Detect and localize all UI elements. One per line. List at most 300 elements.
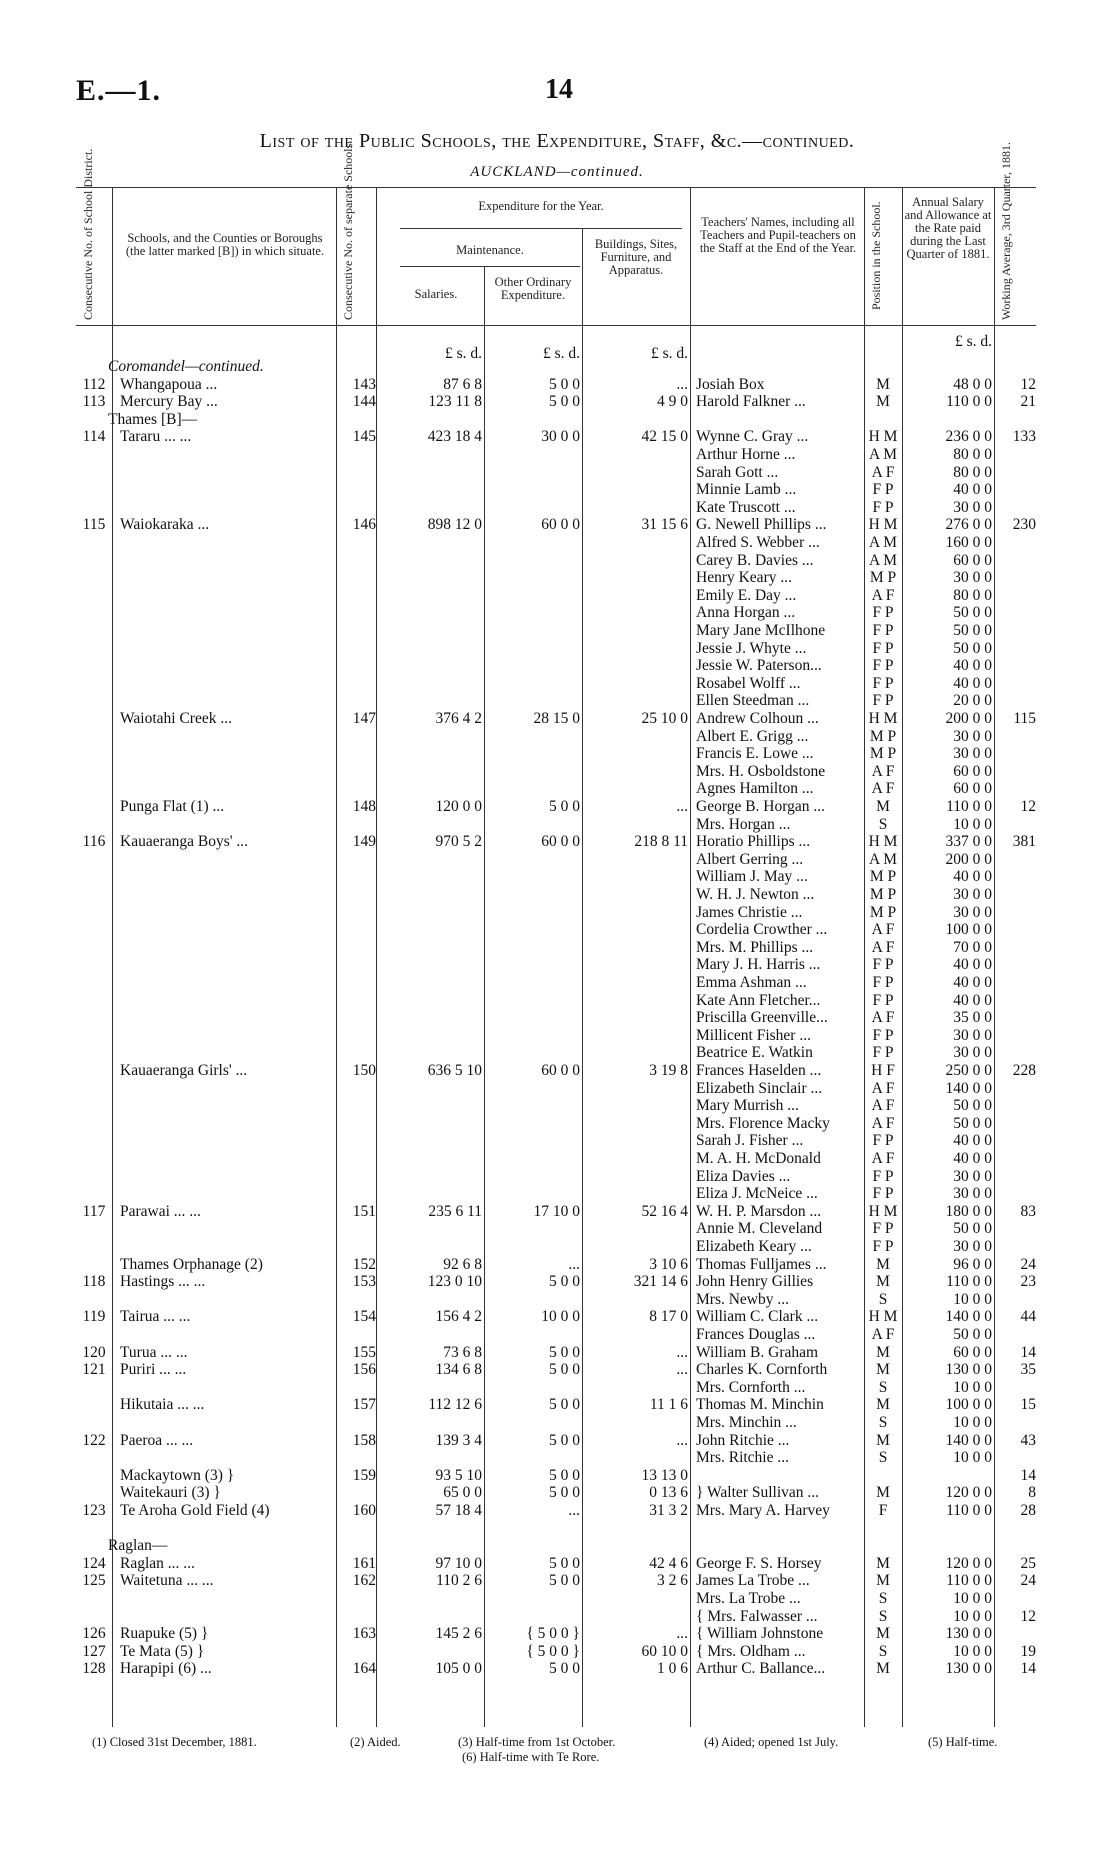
buildings: 1 0 6: [657, 1660, 688, 1678]
position: A F: [871, 1097, 895, 1115]
currency-header-other: £ s. d.: [542, 345, 580, 362]
position: M P: [869, 727, 897, 745]
table-row: [0, 428, 1114, 446]
allowance: 40 0 0: [953, 674, 992, 692]
position: S: [878, 1290, 888, 1308]
page-number: 14: [545, 74, 573, 105]
teacher-name: William B. Graham: [696, 1343, 819, 1361]
salaries: 376 4 2: [435, 710, 482, 727]
allowance: 130 0 0: [945, 1361, 992, 1379]
report-code: E.—1.: [76, 74, 162, 107]
col-district-header: Consecutive No. of School District.: [81, 148, 95, 320]
allowance: 30 0 0: [953, 1185, 992, 1203]
teacher-name: Rosabel Wolff ...: [696, 674, 801, 692]
other-expenditure: 17 10 0: [533, 1202, 580, 1220]
buildings: ...: [676, 1431, 688, 1449]
currency-header-salaries: £ s. d.: [444, 345, 482, 362]
separate-no: 155: [352, 1343, 376, 1361]
teacher-name: { Mrs. Falwasser ...: [696, 1607, 818, 1625]
position: A F: [871, 463, 895, 481]
separate-no: 159: [352, 1466, 376, 1484]
allowance: 180 0 0: [945, 1202, 992, 1220]
teacher-name: Agnes Hamilton ...: [696, 780, 814, 798]
position: M: [876, 1396, 890, 1414]
separate-no: 154: [352, 1308, 376, 1326]
allowance: 30 0 0: [953, 1044, 992, 1062]
school-name: Whangapoua ...: [120, 375, 218, 393]
buildings: 13 13 0: [641, 1466, 688, 1484]
salaries: 145 2 6: [435, 1625, 482, 1643]
other-expenditure: 30 0 0: [541, 428, 580, 446]
allowance: 140 0 0: [945, 1431, 992, 1449]
table-row: [0, 1150, 1114, 1168]
teacher-name: Kate Truscott ...: [696, 498, 796, 516]
table-row: [0, 604, 1114, 622]
buildings: 25 10 0: [641, 710, 688, 727]
other-expenditure: 5 0 0: [549, 1343, 580, 1361]
separate-no: 158: [352, 1431, 376, 1449]
buildings: 321 14 6: [633, 1273, 688, 1291]
allowance: 40 0 0: [953, 991, 992, 1009]
teacher-name: Cordelia Crowther ...: [696, 921, 828, 939]
other-expenditure: 60 0 0: [541, 516, 580, 534]
teacher-name: Mrs. Cornforth ...: [696, 1378, 806, 1396]
allowance: 30 0 0: [953, 1167, 992, 1185]
allowance: 50 0 0: [953, 1114, 992, 1132]
table-row: [0, 446, 1114, 464]
salaries: 423 18 4: [427, 428, 482, 446]
table-row: [0, 763, 1114, 781]
buildings: ...: [676, 1361, 688, 1379]
col-salaries-header: Salaries.: [414, 287, 458, 301]
working-average: 15: [1020, 1396, 1036, 1414]
salaries: 112 12 6: [428, 1396, 482, 1414]
position: M: [876, 393, 890, 411]
school-name: Punga Flat (1) ...: [120, 798, 225, 815]
page-subtitle: AUCKLAND—continued.: [470, 164, 644, 180]
school-name: Waitekauri (3) }: [120, 1484, 221, 1502]
position: M: [876, 1625, 890, 1643]
position: M P: [869, 868, 897, 886]
table-row: [0, 1220, 1114, 1238]
position: F P: [872, 481, 894, 499]
allowance: 60 0 0: [953, 780, 992, 798]
table-row: [0, 1396, 1114, 1414]
separate-no: 146: [352, 516, 376, 534]
district-no: 116: [82, 833, 106, 851]
working-average: 14: [1020, 1660, 1036, 1678]
table-row: [0, 393, 1114, 411]
allowance: 250 0 0: [945, 1062, 992, 1079]
district-no: 119: [82, 1308, 106, 1326]
buildings: 218 8 11: [634, 833, 688, 851]
school-name: Kauaeranga Boys' ...: [120, 833, 249, 851]
position: F P: [872, 1026, 894, 1044]
allowance: 60 0 0: [953, 1343, 992, 1361]
col-school-header: Schools, and the Counties or Boroughs (the latter marked [B]) in which situate.: [125, 231, 325, 258]
other-expenditure: 5 0 0: [549, 1361, 580, 1379]
position: M: [876, 1255, 890, 1273]
buildings: 42 15 0: [641, 428, 688, 446]
table-row: [0, 464, 1114, 482]
allowance: 40 0 0: [953, 657, 992, 675]
school-name: Te Aroha Gold Field (4): [120, 1502, 270, 1519]
allowance: 80 0 0: [953, 586, 992, 604]
other-expenditure: 5 0 0: [549, 1660, 580, 1678]
school-name: Paeroa ... ...: [120, 1431, 194, 1449]
working-average: 8: [1028, 1484, 1036, 1502]
separate-no: 161: [352, 1554, 376, 1572]
position: F P: [872, 1044, 894, 1062]
district-no: 118: [82, 1273, 106, 1291]
salaries: 110 2 6: [436, 1572, 482, 1590]
table-row: [0, 939, 1114, 957]
col-separate-header: Consecutive No. of separate Schools.: [341, 140, 355, 320]
school-name: Raglan—: [108, 1537, 168, 1555]
position: M: [876, 1572, 890, 1590]
table-row: [0, 1185, 1114, 1203]
allowance: 337 0 0: [945, 833, 992, 851]
position: F P: [872, 956, 894, 974]
district-no: 124: [82, 1554, 106, 1572]
footnote: (4) Aided; opened 1st July.: [704, 1735, 839, 1749]
allowance: 50 0 0: [953, 1220, 992, 1238]
position: M: [876, 1660, 890, 1678]
buildings: 52 16 4: [641, 1202, 688, 1220]
table-row: [0, 1379, 1114, 1397]
other-expenditure: ...: [568, 1255, 580, 1273]
table-row: [0, 1555, 1114, 1573]
allowance: 10 0 0: [953, 1449, 992, 1467]
salaries: 92 6 8: [443, 1255, 482, 1273]
maintenance-rule: [400, 266, 580, 267]
teacher-name: Mary Jane McIlhone: [696, 622, 826, 639]
teacher-name: Mrs. Florence Macky: [696, 1114, 830, 1132]
allowance: 96 0 0: [953, 1255, 992, 1273]
table-row: [0, 1080, 1114, 1098]
allowance: 120 0 0: [945, 1484, 992, 1502]
footnote: (6) Half-time with Te Rore.: [462, 1750, 600, 1764]
allowance: 80 0 0: [953, 446, 992, 463]
buildings: 60 10 0: [641, 1642, 688, 1660]
teacher-name: G. Newell Phillips ...: [696, 516, 827, 534]
allowance: 110 0 0: [946, 798, 992, 815]
district-no: 123: [82, 1502, 106, 1519]
working-average: 115: [1013, 710, 1036, 727]
col-other-header: Other Ordinary Expenditure.: [494, 275, 572, 302]
table-row: [0, 1449, 1114, 1467]
allowance: 50 0 0: [953, 1326, 992, 1343]
allowance: 100 0 0: [945, 921, 992, 939]
teacher-name: Alfred S. Webber ...: [696, 534, 820, 551]
school-name: Mercury Bay ...: [120, 393, 218, 411]
district-no: 120: [82, 1343, 106, 1361]
table-row: [0, 692, 1114, 710]
teacher-name: Frances Haselden ...: [696, 1062, 822, 1079]
other-expenditure: 60 0 0: [541, 833, 580, 851]
table-row: [0, 640, 1114, 658]
position: F P: [872, 1185, 894, 1203]
position: S: [878, 1642, 888, 1660]
working-average: 23: [1020, 1273, 1036, 1291]
table-row: [0, 974, 1114, 992]
school-name: Mackaytown (3) }: [120, 1466, 235, 1484]
teacher-name: John Ritchie ...: [696, 1431, 790, 1449]
working-average: 24: [1020, 1255, 1036, 1273]
buildings: ...: [676, 375, 688, 393]
position: S: [878, 1378, 888, 1396]
table-row: [0, 1291, 1114, 1309]
allowance: 40 0 0: [953, 481, 992, 499]
header-bottom-rule: [76, 325, 1036, 326]
table-row: [0, 710, 1114, 728]
table-row: [0, 1308, 1114, 1326]
table-row: [0, 481, 1114, 499]
position: H M: [868, 1308, 898, 1326]
salaries: 93 5 10: [435, 1466, 482, 1484]
teacher-name: Frances Douglas ...: [696, 1326, 816, 1343]
working-average: 12: [1020, 375, 1036, 393]
table-row: [0, 376, 1114, 394]
separate-no: 160: [352, 1502, 376, 1519]
teacher-name: Jessie W. Paterson...: [696, 657, 822, 675]
position: M P: [869, 886, 897, 903]
position: M P: [869, 569, 897, 587]
separate-no: 148: [352, 798, 376, 815]
position: M: [876, 1273, 890, 1291]
table-row: [0, 833, 1114, 851]
teacher-name: Henry Keary ...: [696, 569, 792, 587]
position: F P: [872, 498, 894, 516]
position: S: [878, 815, 888, 833]
allowance: 200 0 0: [945, 850, 992, 868]
salaries: 970 5 2: [435, 833, 482, 851]
teacher-name: { Mrs. Oldham ...: [696, 1642, 806, 1660]
other-expenditure: 5 0 0: [549, 1572, 580, 1590]
allowance: 30 0 0: [953, 569, 992, 587]
district-no: 115: [82, 516, 106, 534]
position: F P: [872, 1132, 894, 1150]
position: M: [876, 1554, 890, 1572]
table-row: [0, 780, 1114, 798]
teacher-name: Charles K. Cornforth: [696, 1361, 828, 1379]
allowance: 10 0 0: [953, 1290, 992, 1308]
table-row: [0, 1132, 1114, 1150]
teacher-name: Thomas M. Minchin: [696, 1396, 824, 1414]
table-row: [0, 499, 1114, 517]
table-row: [0, 1625, 1114, 1643]
position: F: [878, 1502, 888, 1519]
allowance: 40 0 0: [953, 1150, 992, 1167]
allowance: 10 0 0: [953, 1590, 992, 1607]
teacher-name: George F. S. Horsey: [696, 1554, 822, 1572]
other-expenditure: { 5 0 0 }: [526, 1625, 580, 1643]
table-row: [0, 992, 1114, 1010]
position: F P: [872, 974, 894, 991]
table-row: [0, 1414, 1114, 1432]
table-row: [0, 534, 1114, 552]
salaries: 235 6 11: [428, 1202, 482, 1220]
other-expenditure: 60 0 0: [541, 1062, 580, 1079]
position: F P: [872, 1167, 894, 1185]
table-row: [0, 904, 1114, 922]
working-average: 230: [1012, 516, 1036, 534]
position: S: [878, 1449, 888, 1467]
buildings: 11 1 6: [649, 1396, 688, 1414]
salaries: 898 12 0: [427, 516, 482, 534]
teacher-name: Mrs. Newby ...: [696, 1290, 789, 1308]
teacher-name: Minnie Lamb ...: [696, 481, 797, 499]
table-row: [0, 1062, 1114, 1080]
separate-no: 151: [352, 1202, 376, 1220]
other-expenditure: 5 0 0: [549, 1396, 580, 1414]
allowance: 110 0 0: [946, 1273, 992, 1291]
salaries: 156 4 2: [435, 1308, 482, 1326]
position: A F: [871, 586, 895, 604]
teacher-name: John Henry Gillies: [696, 1273, 814, 1291]
separate-no: 156: [352, 1361, 376, 1379]
separate-no: 157: [352, 1396, 376, 1414]
teacher-name: James Christie ...: [696, 903, 803, 921]
district-no: 128: [82, 1660, 106, 1678]
table-row: [0, 728, 1114, 746]
position: H M: [868, 516, 898, 534]
buildings: 0 13 6: [649, 1484, 688, 1502]
teacher-name: Priscilla Greenville...: [696, 1009, 828, 1027]
table-row: [0, 1044, 1114, 1062]
district-no: 117: [82, 1202, 106, 1220]
salaries: 87 6 8: [443, 375, 482, 393]
other-expenditure: 5 0 0: [549, 1554, 580, 1572]
table-row: [0, 1502, 1114, 1520]
position: A M: [869, 551, 897, 569]
district-no: 112: [82, 375, 106, 393]
teacher-name: Millicent Fisher ...: [696, 1026, 811, 1044]
salaries: 120 0 0: [435, 798, 482, 815]
allowance: 30 0 0: [953, 727, 992, 745]
school-name: Coromandel—continued.: [108, 358, 264, 375]
table-row: [0, 1572, 1114, 1590]
table-row: [0, 1168, 1114, 1186]
table-row: [0, 1115, 1114, 1133]
working-average: 35: [1020, 1361, 1036, 1379]
working-average: 19: [1020, 1642, 1036, 1660]
table-row: [0, 569, 1114, 587]
position: A M: [869, 534, 897, 551]
allowance: 60 0 0: [953, 551, 992, 569]
allowance: 40 0 0: [953, 974, 992, 991]
position: A F: [871, 1326, 895, 1343]
allowance: 40 0 0: [953, 868, 992, 886]
district-no: 126: [82, 1625, 106, 1643]
salaries: 105 0 0: [435, 1660, 482, 1678]
position: F P: [872, 1238, 894, 1255]
other-expenditure: 5 0 0: [549, 1484, 580, 1502]
working-average: 28: [1020, 1502, 1036, 1519]
buildings: ...: [676, 798, 688, 815]
teacher-name: Eliza J. McNeice ...: [696, 1185, 818, 1203]
teacher-name: Carey B. Davies ...: [696, 551, 814, 569]
working-average: 24: [1020, 1572, 1036, 1590]
table-row: [0, 552, 1114, 570]
teacher-name: Emily E. Day ...: [696, 586, 797, 604]
table-row: [0, 358, 1114, 376]
table-row: [0, 1537, 1114, 1555]
school-name: Tararu ... ...: [120, 428, 192, 446]
allowance: 200 0 0: [945, 710, 992, 727]
separate-no: 144: [352, 393, 376, 411]
teacher-name: Kate Ann Fletcher...: [696, 991, 821, 1009]
working-average: 21: [1020, 393, 1036, 411]
teacher-name: M. A. H. McDonald: [696, 1150, 821, 1167]
district-no: 127: [82, 1642, 106, 1660]
district-no: 121: [82, 1361, 106, 1379]
teacher-name: Mrs. La Trobe ...: [696, 1590, 801, 1607]
working-average: 12: [1020, 798, 1036, 815]
table-row: [0, 1608, 1114, 1626]
salaries: 139 3 4: [435, 1431, 482, 1449]
working-average: 12: [1020, 1607, 1036, 1625]
position: M: [876, 1431, 890, 1449]
other-expenditure: 5 0 0: [549, 1466, 580, 1484]
teacher-name: Mrs. Horgan ...: [696, 815, 791, 833]
district-no: 114: [82, 428, 106, 446]
teacher-name: James La Trobe ...: [696, 1572, 810, 1590]
allowance: 50 0 0: [953, 639, 992, 657]
footnote: (1) Closed 31st December, 1881.: [92, 1735, 257, 1749]
table-row: [0, 622, 1114, 640]
school-name: Hikutaia ... ...: [120, 1396, 205, 1414]
col-position-header: Position in the School.: [869, 201, 883, 310]
teacher-name: Wynne C. Gray ...: [696, 428, 809, 446]
school-name: Waiokaraka ...: [120, 516, 210, 534]
buildings: 31 3 2: [649, 1502, 688, 1519]
district-no: 113: [82, 393, 106, 411]
allowance: 40 0 0: [953, 956, 992, 974]
col-allowance-header: Annual Salary and Allowance at the Rate paid during the Last Quarter of 1881.: [904, 195, 992, 261]
position: S: [878, 1590, 888, 1607]
position: F P: [872, 692, 894, 710]
allowance: 110 0 0: [946, 393, 992, 411]
separate-no: 149: [352, 833, 376, 851]
footnote: (5) Half-time.: [928, 1735, 998, 1749]
position: A M: [869, 850, 897, 868]
buildings: 31 15 6: [641, 516, 688, 534]
allowance: 10 0 0: [953, 815, 992, 833]
school-name: Harapipi (6) ...: [120, 1660, 212, 1678]
allowance: 70 0 0: [953, 938, 992, 956]
other-expenditure: 28 15 0: [533, 710, 580, 727]
separate-no: 150: [352, 1062, 376, 1079]
teacher-name: } Walter Sullivan ...: [696, 1484, 820, 1502]
col-expenditure-header: Expenditure for the Year.: [478, 199, 604, 213]
table-row: [0, 1097, 1114, 1115]
allowance: 40 0 0: [953, 1132, 992, 1150]
separate-no: 153: [352, 1273, 376, 1291]
school-name: Te Mata (5) }: [120, 1642, 205, 1660]
position: F P: [872, 604, 894, 622]
position: H F: [871, 1062, 895, 1079]
table-row: [0, 798, 1114, 816]
teacher-name: Thomas Fulljames ...: [696, 1255, 827, 1273]
allowance: 10 0 0: [953, 1378, 992, 1396]
allowance: 140 0 0: [945, 1308, 992, 1326]
allowance: 50 0 0: [953, 604, 992, 622]
separate-no: 164: [352, 1660, 376, 1678]
buildings: 4 9 0: [657, 393, 688, 411]
school-name: Waiotahi Creek ...: [120, 710, 232, 727]
allowance: 100 0 0: [945, 1396, 992, 1414]
